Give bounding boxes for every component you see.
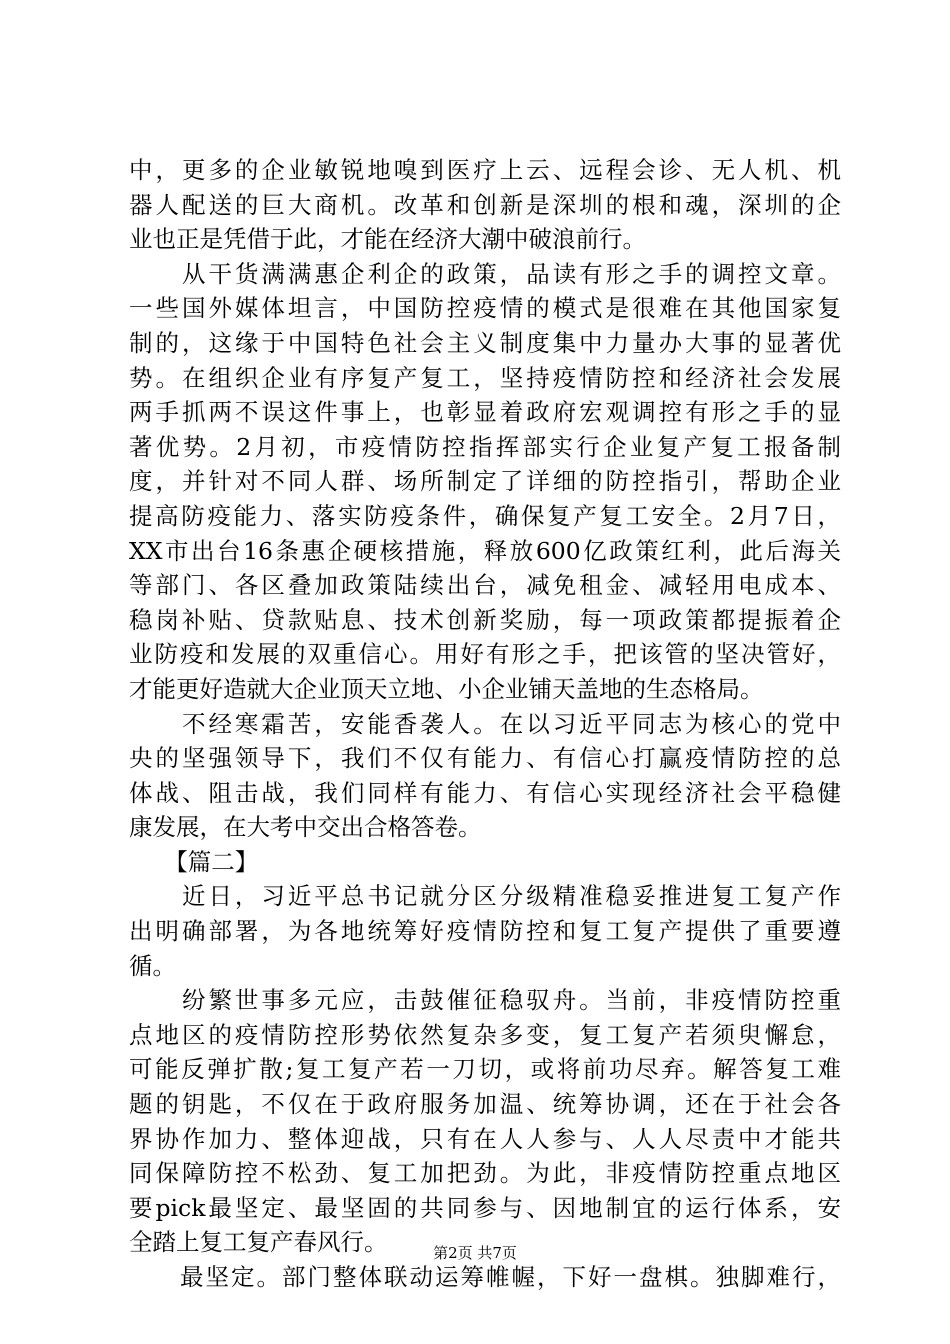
text-line: 制的，这缘于中国特色社会主义制度集中力量办大事的显著优: [129, 328, 841, 357]
text-line: 出明确部署，为各地统筹好疫情防控和复工复产提供了重要遵: [129, 917, 841, 946]
text-line: 业也正是凭借于此，才能在经济大潮中破浪前行。: [129, 225, 646, 254]
text-line: 两手抓两不误这件事上，也彰显着政府宏观调控有形之手的显: [129, 398, 841, 427]
text-line: 等部门、各区叠加政策陆续出台，减免租金、减轻用电成本、: [129, 571, 841, 600]
text-line: 不经寒霜苦，安能香袭人。在以习近平同志为核心的党中: [129, 709, 841, 738]
page-footer: 第2页 共7页: [433, 1244, 517, 1262]
text-line: 度，并针对不同人群、场所制定了详细的防控指引，帮助企业: [129, 467, 841, 496]
text-line: 器人配送的巨大商机。改革和创新是深圳的根和魂，深圳的企: [129, 190, 841, 219]
text-line: 【篇二】: [129, 847, 259, 876]
text-line: 近日，习近平总书记就分区分级精准稳妥推进复工复产作: [129, 882, 841, 911]
text-line: 康发展，在大考中交出合格答卷。: [129, 813, 482, 842]
text-line: 循。: [129, 951, 176, 980]
text-line: 最坚定。部门整体联动运筹帷幄，下好一盘棋。独脚难行，: [129, 1263, 841, 1291]
text-line: 全踏上复工复产春风行。: [129, 1228, 388, 1257]
text-line: 界协作加力、整体迎战，只有在人人参与、人人尽责中才能共: [129, 1124, 841, 1153]
text-line: 从干货满满惠企利企的政策，品读有形之手的调控文章。: [129, 259, 841, 288]
text-line: 点地区的疫情防控形势依然复杂多变，复工复产若须臾懈怠，: [129, 1020, 841, 1049]
text-line: 一些国外媒体坦言，中国防控疫情的模式是很难在其他国家复: [129, 294, 841, 323]
text-line: 可能反弹扩散;复工复产若一刀切，或将前功尽弃。解答复工难: [129, 1055, 841, 1084]
text-line: 题的钥匙，不仅在于政府服务加温、统筹协调，还在于社会各: [129, 1090, 841, 1119]
text-line: 纷繁世事多元应，击鼓催征稳驭舟。当前，非疫情防控重: [129, 986, 841, 1015]
text-line: 中，更多的企业敏锐地嗅到医疗上云、远程会诊、无人机、机: [129, 156, 841, 184]
text-line: 才能更好造就大企业顶天立地、小企业铺天盖地的生态格局。: [129, 674, 764, 703]
text-line: XX市出台16条惠企硬核措施，释放600亿政策红利，此后海关: [129, 536, 841, 565]
text-line: 业防疫和发展的双重信心。用好有形之手，把该管的坚决管好，: [129, 640, 841, 669]
text-line: 央的坚强领导下，我们不仅有能力、有信心打赢疫情防控的总: [129, 744, 841, 773]
text-line: 同保障防控不松劲、复工加把劲。为此，非疫情防控重点地区: [129, 1159, 841, 1188]
text-line: 体战、阻击战，我们同样有能力、有信心实现经济社会平稳健: [129, 778, 841, 807]
document-body: [129, 153, 841, 1295]
text-line: 提高防疫能力、落实防疫条件，确保复产复工安全。2月7日，: [129, 501, 841, 530]
text-line: 要pick最坚定、最坚固的共同参与、因地制宜的运行体系，安: [129, 1193, 841, 1222]
text-line: 著优势。2月初，市疫情防控指挥部实行企业复产复工报备制: [129, 432, 841, 461]
text-line: 稳岗补贴、贷款贴息、技术创新奖励，每一项政策都提振着企: [129, 605, 841, 634]
text-line: 势。在组织企业有序复产复工，坚持疫情防控和经济社会发展: [129, 363, 841, 392]
